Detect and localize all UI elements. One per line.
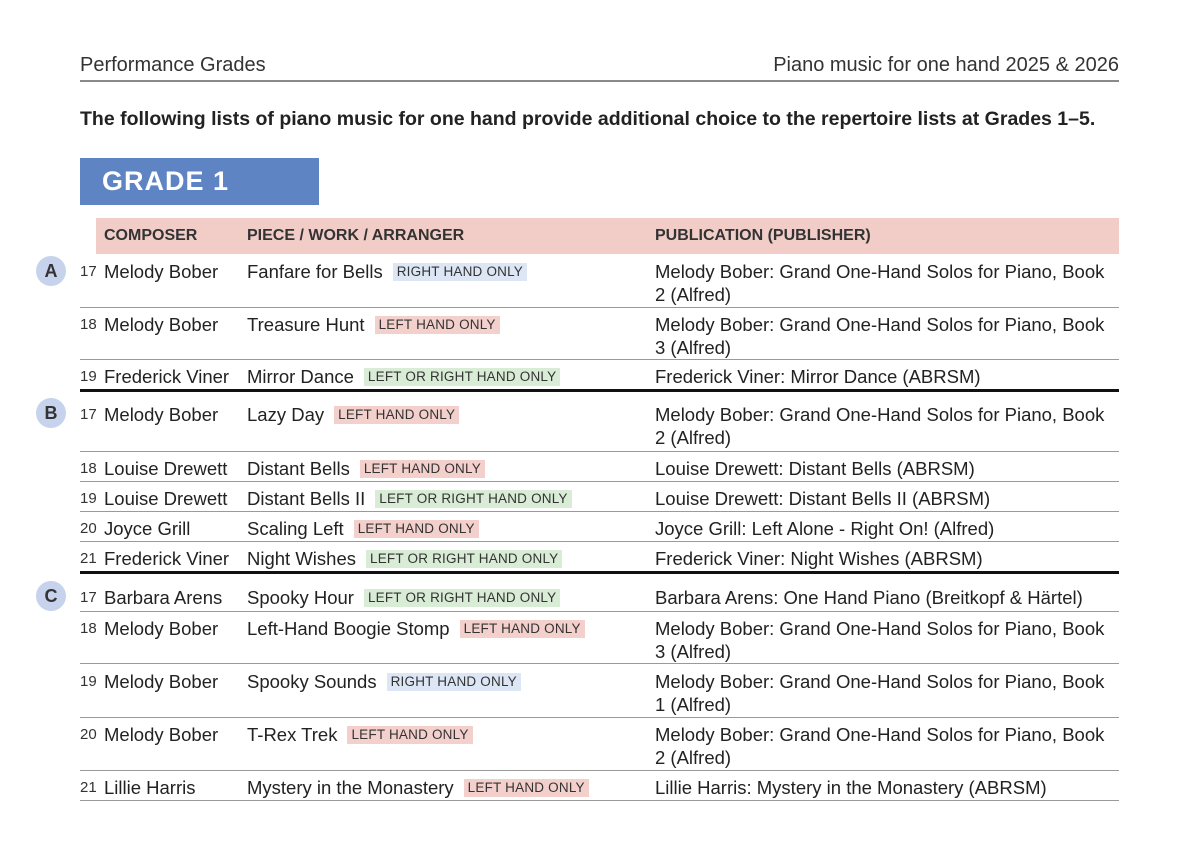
piece-cell	[247, 776, 589, 799]
piece-cell	[247, 365, 560, 388]
table-row	[80, 361, 1119, 392]
hand-tag: LEFT HAND ONLY	[464, 779, 589, 797]
table-row	[80, 719, 1119, 771]
row-number: 21	[80, 779, 97, 796]
piece-title: Distant Bells II	[247, 488, 366, 509]
composer-cell: Melody Bober	[104, 671, 219, 692]
hand-tag: LEFT HAND ONLY	[375, 316, 500, 334]
composer-cell: Louise Drewett	[104, 488, 228, 509]
composer-cell: Lillie Harris	[104, 777, 196, 798]
publication-cell: Frederick Viner: Night Wishes (ABRSM)	[655, 548, 983, 569]
piece-title: Fanfare for Bells	[247, 261, 383, 282]
table-row	[80, 613, 1119, 664]
row-number: 18	[80, 316, 97, 333]
row-number: 20	[80, 726, 97, 743]
publication-cell: Melody Bober: Grand One-Hand Solos for Piano, Book 2 (Alfred)	[655, 724, 1105, 768]
row-number: 19	[80, 368, 97, 385]
column-header-piece: PIECE / WORK / ARRANGER	[247, 227, 465, 244]
table-row	[80, 772, 1119, 801]
piece-cell	[247, 403, 459, 426]
table-row	[80, 256, 1119, 308]
piece-title: Lazy Day	[247, 404, 325, 425]
publication-cell: Melody Bober: Grand One-Hand Solos for Piano, Book 3 (Alfred)	[655, 618, 1105, 662]
piece-cell	[247, 723, 473, 746]
piece-cell	[247, 617, 585, 640]
list-badge-a: A	[36, 256, 66, 286]
piece-title: T-Rex Trek	[247, 724, 338, 745]
table-row	[80, 543, 1119, 574]
list-badge-b: B	[36, 398, 66, 428]
row-number: 17	[80, 589, 97, 606]
composer-cell: Frederick Viner	[104, 366, 230, 387]
header-document-title: Piano music for one hand 2025 & 2026	[773, 54, 1119, 76]
piece-cell	[247, 457, 485, 480]
publication-cell: Joyce Grill: Left Alone - Right On! (Alfred)	[655, 518, 995, 539]
hand-tag: LEFT OR RIGHT HAND ONLY	[364, 589, 560, 607]
publication-cell: Barbara Arens: One Hand Piano (Breitkopf & Härtel)	[655, 587, 1083, 608]
composer-cell: Melody Bober	[104, 618, 219, 639]
table-row	[80, 453, 1119, 482]
row-number: 20	[80, 520, 97, 537]
piece-title: Spooky Hour	[247, 587, 354, 608]
composer-cell: Melody Bober	[104, 724, 219, 745]
hand-tag: RIGHT HAND ONLY	[393, 263, 527, 281]
hand-tag: LEFT OR RIGHT HAND ONLY	[375, 490, 571, 508]
piece-cell	[247, 313, 500, 336]
hand-tag: LEFT HAND ONLY	[347, 726, 472, 744]
table-header-row	[96, 218, 1119, 254]
column-header-publication: PUBLICATION (PUBLISHER)	[655, 227, 871, 244]
composer-cell: Melody Bober	[104, 314, 219, 335]
composer-cell: Frederick Viner	[104, 548, 230, 569]
publication-cell: Melody Bober: Grand One-Hand Solos for Piano, Book 1 (Alfred)	[655, 671, 1105, 715]
piece-cell	[247, 517, 479, 540]
publication-cell: Frederick Viner: Mirror Dance (ABRSM)	[655, 366, 981, 387]
publication-cell: Louise Drewett: Distant Bells II (ABRSM)	[655, 488, 991, 509]
piece-cell	[247, 670, 521, 693]
hand-tag: LEFT HAND ONLY	[460, 620, 585, 638]
piece-cell	[247, 586, 560, 609]
table-row	[80, 309, 1119, 360]
publication-cell: Melody Bober: Grand One-Hand Solos for Piano, Book 3 (Alfred)	[655, 314, 1105, 358]
hand-tag: LEFT HAND ONLY	[354, 520, 479, 538]
column-header-composer: COMPOSER	[104, 227, 198, 244]
piece-title: Left-Hand Boogie Stomp	[247, 618, 450, 639]
row-number: 18	[80, 460, 97, 477]
intro-text: The following lists of piano music for one hand provide additional choice to the repertoire lists at Grades 1–5.	[80, 108, 1096, 130]
piece-title: Night Wishes	[247, 548, 356, 569]
grade-banner: GRADE 1	[80, 158, 319, 205]
publication-cell: Melody Bober: Grand One-Hand Solos for Piano, Book 2 (Alfred)	[655, 404, 1105, 448]
piece-title: Distant Bells	[247, 458, 350, 479]
row-number: 17	[80, 406, 97, 423]
piece-title: Mirror Dance	[247, 366, 354, 387]
composer-cell: Melody Bober	[104, 261, 219, 282]
row-number: 21	[80, 550, 97, 567]
piece-title: Treasure Hunt	[247, 314, 365, 335]
piece-title: Mystery in the Monastery	[247, 777, 454, 798]
composer-cell: Melody Bober	[104, 404, 219, 425]
publication-cell: Lillie Harris: Mystery in the Monastery (ABRSM)	[655, 777, 1047, 798]
publication-cell: Melody Bober: Grand One-Hand Solos for Piano, Book 2 (Alfred)	[655, 261, 1105, 305]
table-row	[80, 582, 1119, 612]
table-row	[80, 399, 1119, 452]
hand-tag: LEFT OR RIGHT HAND ONLY	[364, 368, 560, 386]
row-number: 19	[80, 490, 97, 507]
page-header	[80, 54, 1119, 82]
composer-cell: Louise Drewett	[104, 458, 228, 479]
piece-title: Spooky Sounds	[247, 671, 377, 692]
table-row	[80, 666, 1119, 718]
header-section-title: Performance Grades	[80, 54, 266, 76]
composer-cell: Barbara Arens	[104, 587, 223, 608]
publication-cell: Louise Drewett: Distant Bells (ABRSM)	[655, 458, 975, 479]
table-row	[80, 513, 1119, 542]
piece-cell	[247, 260, 527, 283]
hand-tag: RIGHT HAND ONLY	[387, 673, 521, 691]
row-number: 19	[80, 673, 97, 690]
hand-tag: LEFT HAND ONLY	[334, 406, 459, 424]
composer-cell: Joyce Grill	[104, 518, 191, 539]
piece-cell	[247, 547, 562, 570]
row-number: 17	[80, 263, 97, 280]
hand-tag: LEFT OR RIGHT HAND ONLY	[366, 550, 562, 568]
row-number: 18	[80, 620, 97, 637]
piece-title: Scaling Left	[247, 518, 344, 539]
list-badge-c: C	[36, 581, 66, 611]
table-row	[80, 483, 1119, 512]
hand-tag: LEFT HAND ONLY	[360, 460, 485, 478]
piece-cell	[247, 487, 572, 510]
